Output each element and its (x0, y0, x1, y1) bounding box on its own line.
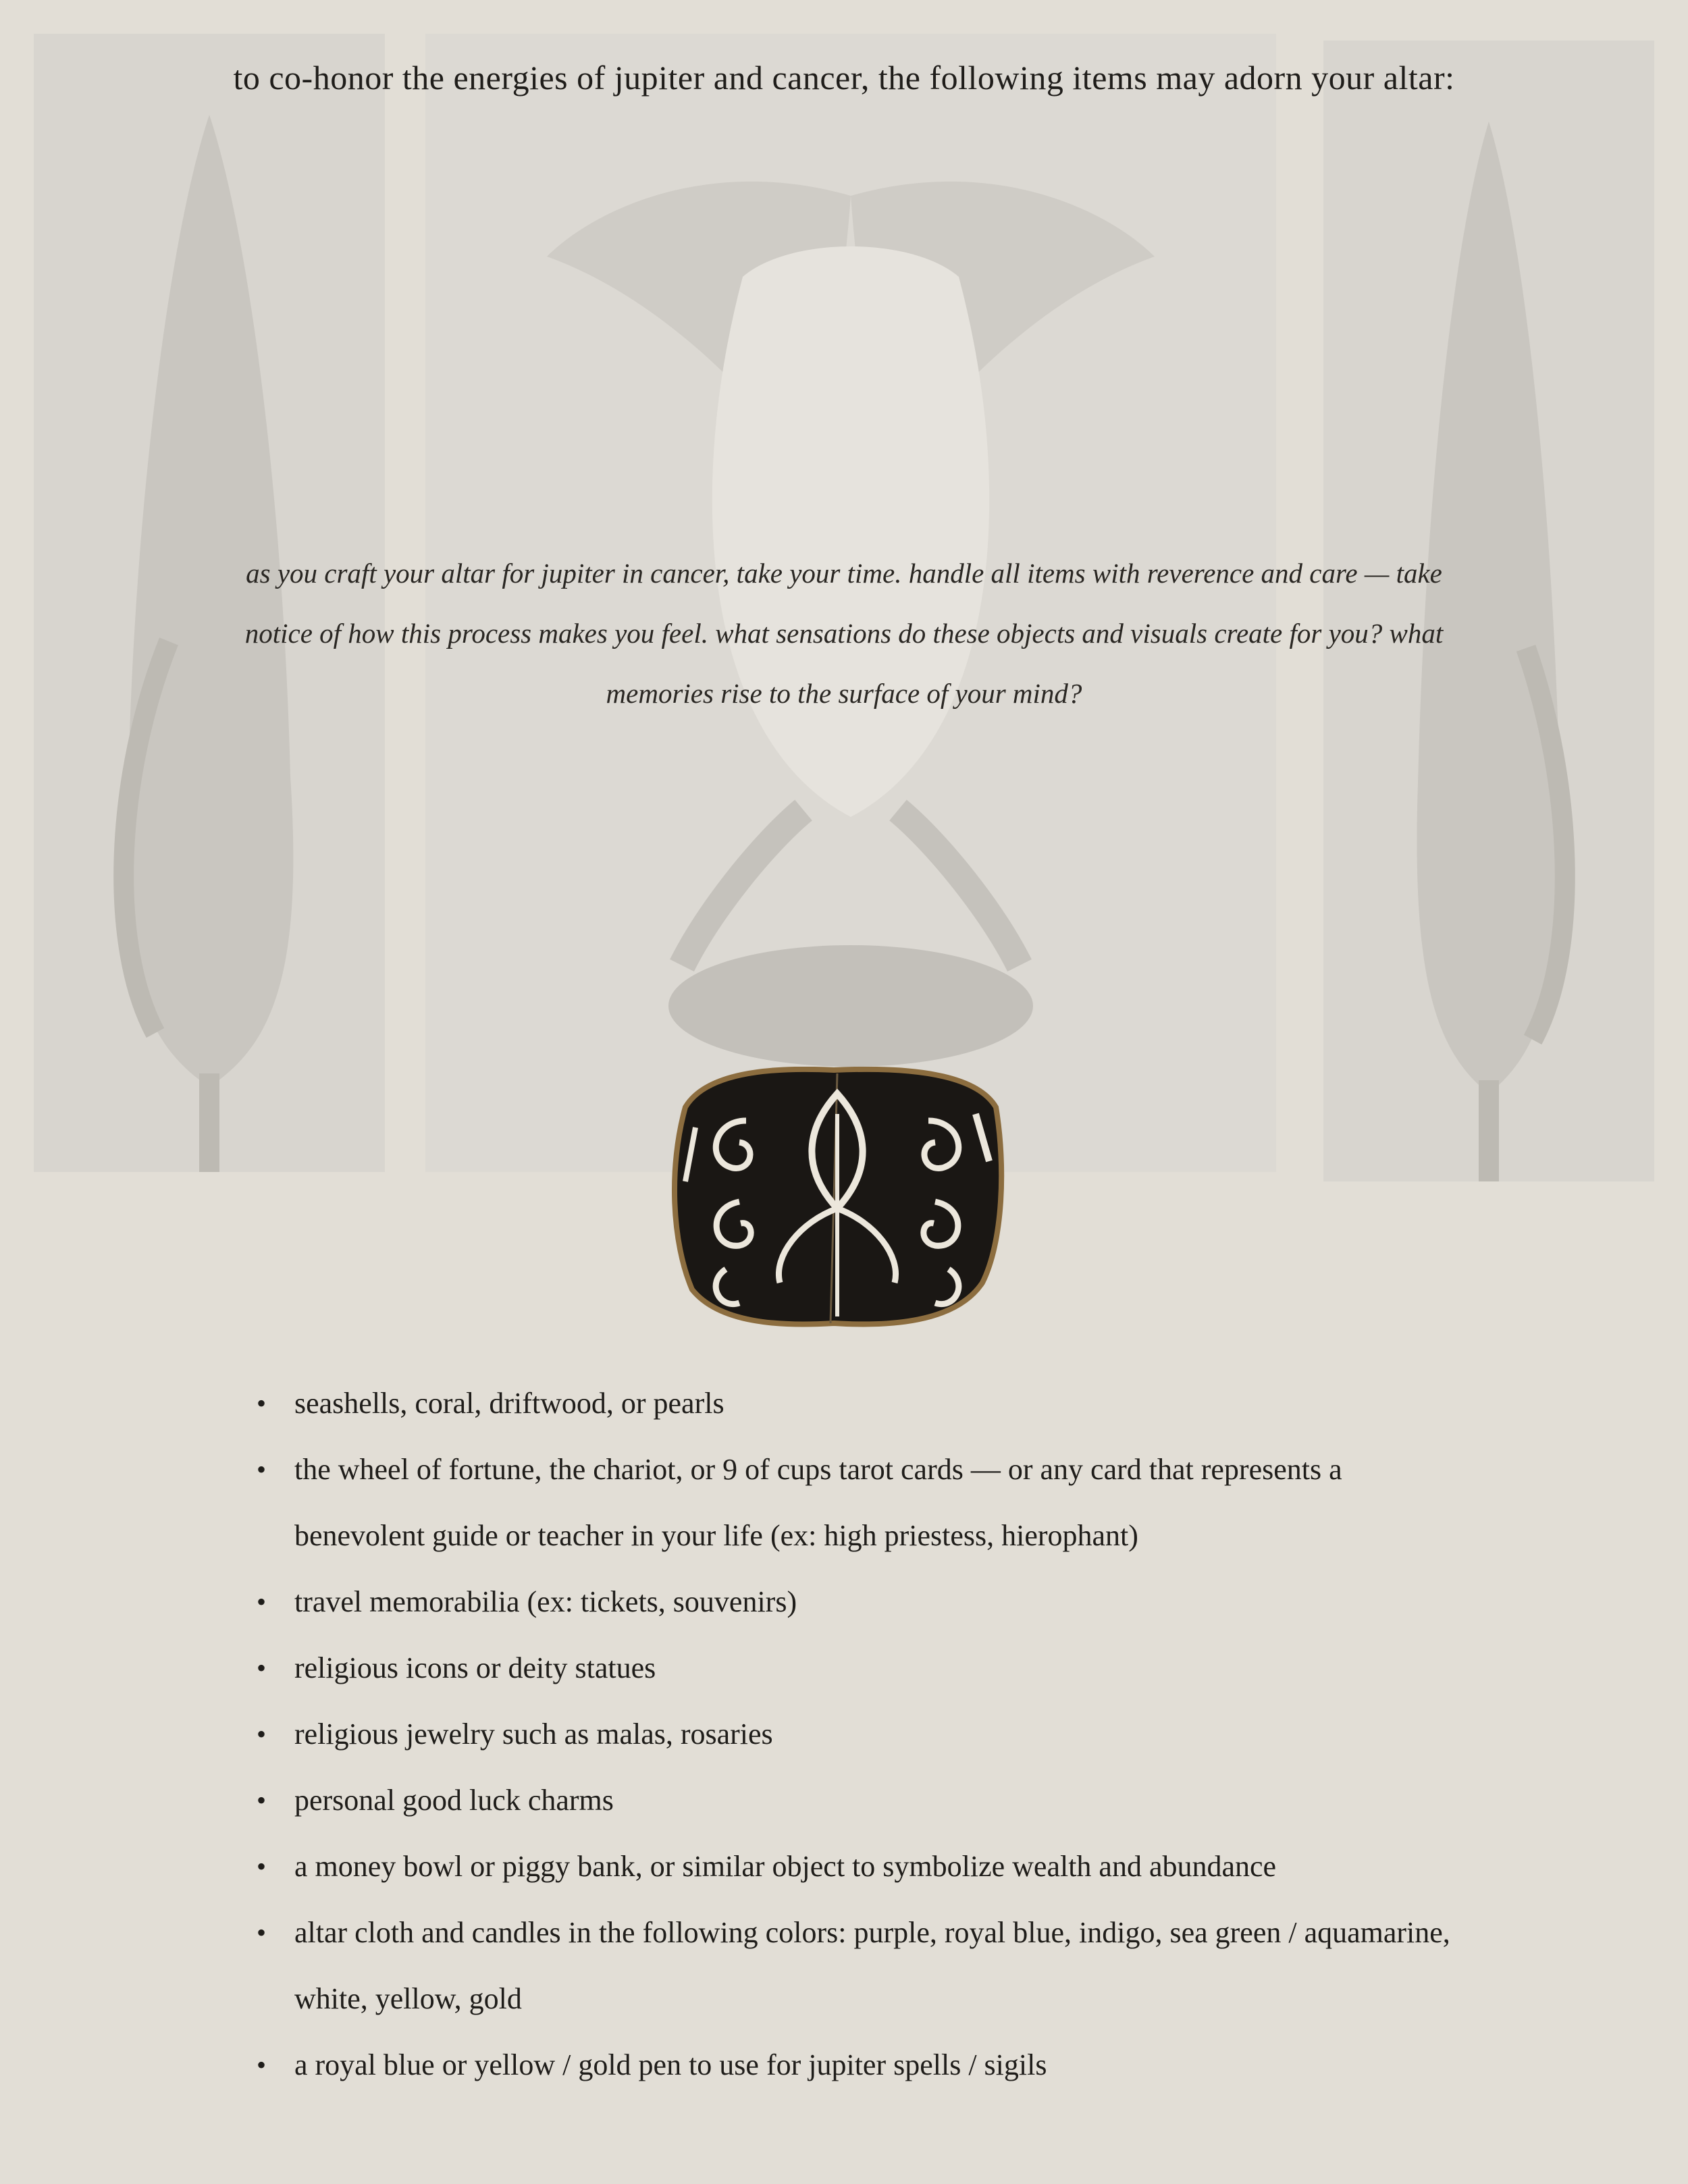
page-heading: to co-honor the energies of jupiter and cancer, the following items may adorn your altar: (233, 59, 1455, 97)
list-item: • a royal blue or yellow / gold pen to use for jupiter spells / sigils (257, 2032, 1472, 2098)
list-item: • personal good luck charms (257, 1767, 1472, 1834)
list-item: • a money bowl or piggy bank, or similar object to symbolize wealth and abundance (257, 1834, 1472, 1900)
bullet-icon: • (257, 1454, 267, 1485)
list-item: • altar cloth and candles in the following colors: purple, royal blue, indigo, sea green / aquamarine, white, yellow, gold (257, 1900, 1472, 2032)
bullet-icon: • (257, 1719, 267, 1749)
glass-fragment-image (665, 1067, 1009, 1330)
bullet-icon: • (257, 1388, 267, 1418)
bullet-icon: • (257, 2050, 267, 2080)
list-item: • travel memorabilia (ex: tickets, souvenirs) (257, 1569, 1472, 1635)
bullet-icon: • (257, 1917, 267, 1948)
intro-paragraph: as you craft your altar for jupiter in cancer, take your time. handle all items with reverence and care — take notice of how this process makes you feel. what sensations do these objects and visuals create for you? what memories rise to the surface of your mind? (244, 558, 1444, 709)
list-item: • religious icons or deity statues (257, 1635, 1472, 1701)
list-item: • seashells, coral, driftwood, or pearls (257, 1370, 1472, 1437)
list-item: • religious jewelry such as malas, rosaries (257, 1701, 1472, 1767)
altar-items-list (257, 1370, 1472, 2098)
bullet-icon: • (257, 1653, 267, 1683)
bullet-icon: • (257, 1851, 267, 1882)
bullet-icon: • (257, 1785, 267, 1815)
bullet-icon: • (257, 1587, 267, 1617)
list-item: • the wheel of fortune, the chariot, or 9 of cups tarot cards — or any card that represents a benevolent guide or teacher in your life (ex: high priestess, hierophant) (257, 1437, 1472, 1569)
